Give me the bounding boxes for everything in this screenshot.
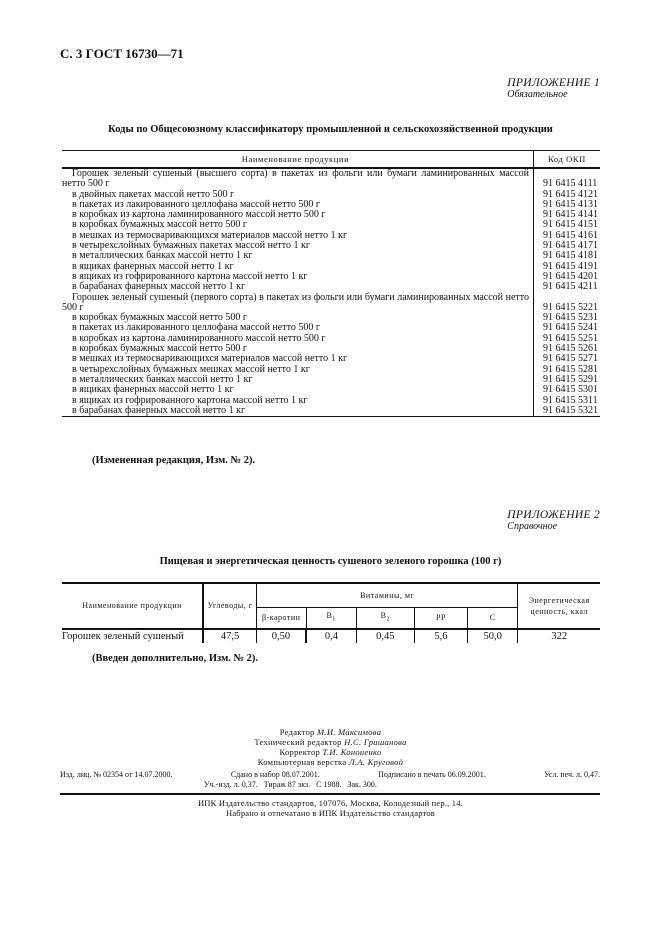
appendix1-note: (Измененная редакция, Изм. № 2). xyxy=(92,455,256,466)
table2-title: Пищевая и энергетическая ценность сушеного зеленого горошка (100 г) xyxy=(159,556,502,567)
okp-code: 91 6415 5271 xyxy=(534,354,601,364)
header-b1-label: B xyxy=(326,610,333,620)
table1-title: Коды по Общесоюзному классификатору промышленной и сельскохозяйственной продукции xyxy=(108,124,553,135)
table-row xyxy=(62,385,600,395)
product-name: в ящиках фанерных массой нетто 1 кг xyxy=(72,260,234,272)
okp-codes-table xyxy=(62,150,600,417)
appendix2-heading xyxy=(507,509,600,532)
product-name: Горошек зеленый сушеный (первого сорта) в пакетах из фольги или бумаги ламинированных массой нетто 500 г xyxy=(62,291,529,313)
okp-code: 91 6415 4211 xyxy=(534,282,601,292)
okp-code: 91 6415 5221 xyxy=(534,293,601,314)
product-name: в коробках из картона ламинированного массой нетто 500 г xyxy=(72,332,326,344)
appendix2-note: (Введен дополнительно, Изм. № 2). xyxy=(92,653,259,664)
cell-pp: 5,6 xyxy=(414,629,467,643)
imprint-typeset: Сдано в набор 08.07.2001. xyxy=(230,770,320,779)
product-name: в четырехслойных бумажных пакетах массой нетто 1 кг xyxy=(72,240,310,252)
product-name: в коробках бумажных массой нетто 500 г xyxy=(72,219,247,231)
divider xyxy=(60,793,600,795)
table-row xyxy=(62,406,600,417)
cell-product: Горошек зеленый сушеный xyxy=(62,629,203,643)
product-name: в коробках из картона ламинированного массой нетто 500 г xyxy=(72,209,326,221)
column-header-code: Код ОКП xyxy=(534,151,601,169)
okp-code: 91 6415 5251 xyxy=(534,334,601,344)
product-name: в металлических банках массой нетто 1 кг xyxy=(72,373,253,385)
appendix1-heading xyxy=(507,77,600,100)
okp-code: 91 6415 5321 xyxy=(534,406,601,417)
header-pp: PP xyxy=(414,607,467,629)
product-name: Горошек зеленый сушеный (высшего сорта) в пакетах из фольги или бумаги ламинированных массой нетто 500 г xyxy=(62,168,529,190)
header-b2-label: B xyxy=(380,610,387,620)
publisher xyxy=(0,798,661,818)
product-name: в коробках бумажных массой нетто 500 г xyxy=(72,343,247,355)
header-b1-sub: 1 xyxy=(332,616,336,623)
okp-code: 91 6415 5241 xyxy=(534,323,601,333)
header-beta-carotene: β-каротин xyxy=(256,607,306,629)
header-b1 xyxy=(306,607,356,629)
product-name: в двойных пакетах массой нетто 500 г xyxy=(72,188,235,200)
product-name: в ящиках фанерных массой нетто 1 кг xyxy=(72,384,234,396)
product-name: в ящиках из гофрированного картона массой нетто 1 кг xyxy=(72,270,308,282)
imprint-signed: Подписано в печать 06.09.2001. xyxy=(378,770,486,779)
product-name: в пакетах из лакированного целлофана массой нетто 500 г xyxy=(72,198,320,210)
okp-code: 91 6415 5261 xyxy=(534,344,601,354)
imprint-print-sheets: Усл. печ. л. 0,47. xyxy=(544,770,600,779)
credit-tech-editor xyxy=(0,737,661,747)
okp-code: 91 6415 5291 xyxy=(534,375,601,385)
okp-code: 91 6415 4171 xyxy=(534,241,601,251)
okp-code: 91 6415 4191 xyxy=(534,262,601,272)
product-name: в коробках бумажных массой нетто 500 г xyxy=(72,312,247,324)
cell-carbs: 47,5 xyxy=(203,629,256,643)
credit-name: Л.А. Круговой xyxy=(348,757,404,767)
appendix2-title: ПРИЛОЖЕНИЕ 2 xyxy=(507,509,600,521)
okp-code: 91 6415 4151 xyxy=(534,220,601,230)
product-name: в металлических банках массой нетто 1 кг xyxy=(72,250,253,262)
okp-code: 91 6415 5281 xyxy=(534,365,601,375)
imprint-line1 xyxy=(60,770,600,780)
product-name: в мешках из термосваривающихся материалов массой нетто 1 кг xyxy=(72,353,348,365)
appendix2-subtitle: Справочное xyxy=(507,521,558,532)
product-name: в мешках из термосваривающихся материалов массой нетто 1 кг xyxy=(72,229,348,241)
credit-name: М.И. Максимова xyxy=(317,727,382,737)
okp-code: 91 6415 4111 xyxy=(534,168,601,190)
cell-energy: 322 xyxy=(518,629,600,643)
okp-code: 91 6415 5311 xyxy=(534,396,601,406)
okp-code: 91 6415 5301 xyxy=(534,385,601,395)
product-name: в пакетах из лакированного целлофана массой нетто 500 г xyxy=(72,322,320,334)
imprint-circulation: Тираж 87 экз. xyxy=(263,780,311,789)
product-name: в барабанах фанерных массой нетто 1 кг xyxy=(62,406,534,417)
product-name: в четырехслойных бумажных мешках массой нетто 1 кг xyxy=(72,363,310,375)
cell-beta-carotene: 0,50 xyxy=(256,629,306,643)
credit-role: Компьютерная верстка xyxy=(257,757,347,767)
okp-codes-body xyxy=(62,168,600,417)
header-product: Наименование продукции xyxy=(62,583,203,629)
table-row xyxy=(62,293,600,314)
cell-c: 50,0 xyxy=(468,629,518,643)
product-name: в барабанах фанерных массой нетто 1 кг xyxy=(72,281,246,293)
imprint-pub-sheets: Уч.-изд. л. 0,37. xyxy=(204,780,258,789)
header-energy: Энергетическая ценность, ккал xyxy=(518,583,600,629)
product-name: в ящиках из гофрированного картона массой нетто 1 кг xyxy=(72,394,308,406)
header-c: C xyxy=(468,607,518,629)
okp-code: 91 6415 4201 xyxy=(534,272,601,282)
page-header: С. 3 ГОСТ 16730—71 xyxy=(60,46,184,61)
okp-code: 91 6415 4141 xyxy=(534,210,601,220)
header-b2-sub: 2 xyxy=(386,616,390,623)
header-carbs: Углеводы, г xyxy=(203,583,256,629)
cell-b1: 0,4 xyxy=(306,629,356,643)
imprint-license: Изд. лиц. № 02354 от 14.07.2000. xyxy=(60,770,173,779)
okp-code: 91 6415 4161 xyxy=(534,231,601,241)
credit-proofreader xyxy=(0,747,661,757)
credit-layout xyxy=(0,757,661,767)
publisher-line1: ИПК Издательство стандартов, 107076, Москва, Колодезный пер., 14. xyxy=(197,798,464,808)
column-header-name: Наименование продукции xyxy=(62,151,534,169)
header-b2 xyxy=(356,607,414,629)
okp-code: 91 6415 5231 xyxy=(534,313,601,323)
okp-code: 91 6415 4131 xyxy=(534,200,601,210)
imprint-order: Зак. 300. xyxy=(347,780,377,789)
credit-name: Т.И. Кононенко xyxy=(322,747,382,757)
table-row xyxy=(62,168,600,190)
appendix1-subtitle: Обязательное xyxy=(507,89,568,100)
credit-role: Корректор xyxy=(279,747,321,757)
table-row xyxy=(62,629,600,643)
imprint-line2 xyxy=(60,780,600,790)
header-vitamins: Витамины, мг xyxy=(256,583,517,607)
okp-code: 91 6415 4121 xyxy=(534,190,601,200)
publisher-line2: Набрано и отпечатано в ИПК Издательство стандартов xyxy=(225,808,436,818)
credits xyxy=(0,727,661,767)
credit-editor xyxy=(0,727,661,737)
imprint-c-number: С 1988. xyxy=(316,780,342,789)
credit-name: Н.С. Гришанова xyxy=(344,737,407,747)
nutrition-table xyxy=(62,582,600,643)
credit-role: Редактор xyxy=(279,727,315,737)
imprint xyxy=(60,770,600,790)
credit-role: Технический редактор xyxy=(254,737,342,747)
appendix1-title: ПРИЛОЖЕНИЕ 1 xyxy=(507,77,600,89)
cell-b2: 0,45 xyxy=(356,629,414,643)
okp-code: 91 6415 4181 xyxy=(534,251,601,261)
